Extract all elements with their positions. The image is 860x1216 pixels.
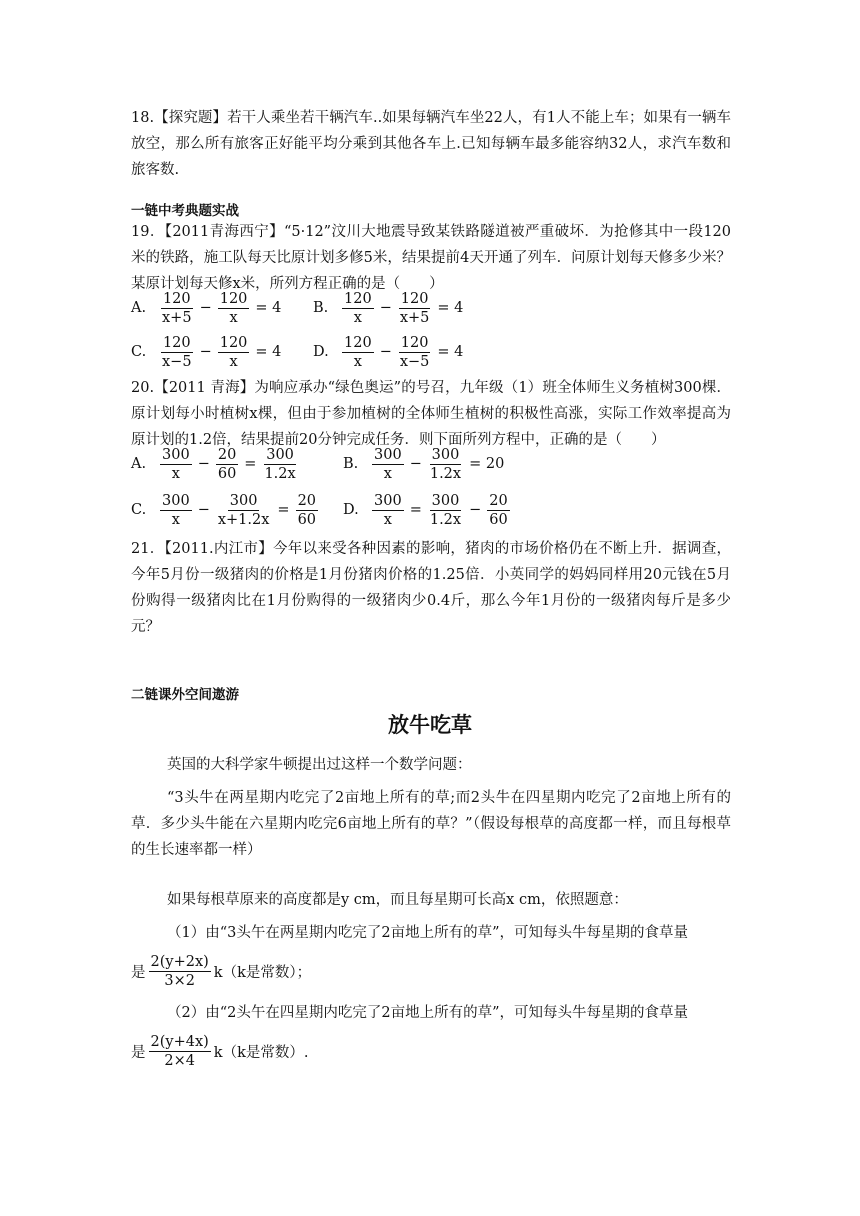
fraction: $\frac{120}{x+5}$ (162, 290, 192, 326)
fraction: $\frac{20}{60}$ (489, 492, 508, 528)
fraction: $\frac{120}{x}$ (344, 334, 372, 370)
option-label: A. (131, 456, 147, 472)
q19-option-a: A. $\frac{120}{x+5}$ − $\frac{120}{x}$ = 4 (131, 290, 282, 326)
option-label: C. (131, 502, 147, 518)
question-21: 21．【2011.内江市】今年以来受各种因素的影响，猪肉的市场价格仍在不断上升．据调查，今年5月份一级猪肉的价格是1月份猪肉价格的1.25倍．小英同学的妈妈同样用20元钱在5月份购得一级猪肉比在1月份购得的一级猪肉少0.4斤，那么今年1月份的一级猪肉每斤是多少元？ (131, 541, 731, 635)
fraction: $\frac{300}{1.2x}$ (264, 446, 296, 482)
article-title: 放牛吃草 (388, 713, 472, 737)
fraction: $\frac{300}{x}$ (162, 446, 190, 482)
q20-option-c: C. $\frac{300}{x}$ − $\frac{300}{x+1.2x}$ = $\frac{20}{60}$ (131, 492, 317, 528)
fraction: $\frac{2(y+4x)}{2\times 4}$ (150, 1033, 209, 1069)
article-paragraph-2: “3头牛在两星期内吃完了2亩地上所有的草;而2头牛在四星期内吃完了2亩地上所有的草．多少头牛能在六星期内吃完6亩地上所有的草？”（假设每根草的高度都一样，而且每根草的生长速率都一样） (131, 790, 731, 858)
section-title-extracurricular: 二链课外空间遨游 (131, 687, 239, 703)
formula-line-2: 是 $\frac{2(y+4x)}{2\times 4}$ k（k是常数）. (131, 1033, 309, 1069)
q20-option-a: A. $\frac{300}{x}$ − $\frac{20}{60}$ = $\frac{300}{1.2x}$ (131, 446, 296, 482)
q19-option-b: B. $\frac{120}{x}$ − $\frac{120}{x+5}$ = 4 (313, 290, 464, 326)
q19-option-d: D. $\frac{120}{x}$ − $\frac{120}{x-5}$ = 4 (313, 334, 464, 370)
fraction: $\frac{300}{1.2x}$ (429, 446, 462, 482)
option-label: A. (131, 300, 147, 316)
fraction: $\frac{300}{x+1.2x}$ (217, 492, 270, 528)
q20-option-b: B. $\frac{300}{x}$ − $\frac{300}{1.2x}$ = 20 (343, 446, 505, 482)
formula-line-1: 是 $\frac{2(y+2x)}{3\times 2}$ k（k是常数）； (131, 953, 312, 989)
fraction: $\frac{120}{x}$ (219, 334, 248, 370)
question-18: 18.【探究题】若干人乘坐若干辆汽车..如果每辆汽车坐22人，有1人不能上车；如果有一辆车放空，那么所有旅客正好能平均分乘到其他各车上.已知每辆车最多能容纳32人，求汽车数和旅客数. (131, 110, 731, 178)
fraction: $\frac{300}{x}$ (162, 492, 190, 528)
fraction: $\frac{300}{x}$ (374, 492, 402, 528)
q20-option-d: D. $\frac{300}{x}$ = $\frac{300}{1.2x}$ − $\frac{20}{60}$ (343, 492, 508, 528)
article-paragraph-1: 英国的大科学家牛顿提出过这样一个数学问题： (167, 757, 472, 773)
article-paragraph-5: （2）由“2头午在四星期内吃完了2亩地上所有的草”，可知每头牛每星期的食草量 (167, 1005, 688, 1021)
fraction: $\frac{300}{x}$ (374, 446, 402, 482)
fraction: $\frac{20}{60}$ (217, 446, 237, 482)
question-19: 19．【2011青海西宁】“5·12”汶川大地震导致某铁路隧道被严重破坏．为抢修其中一段120米的铁路，施工队每天比原计划多修5米，结果提前4天开通了列车．问原计划每天修多少米？某原计划每天修x米，所列方程正确的是（ ） (131, 224, 731, 292)
question-20: 20.【2011 青海】为响应承办“绿色奥运”的号召，九年级（1）班全体师生义务植树300棵．原计划每小时植树x棵，但由于参加植树的全体师生植树的积极性高涨，实际工作效率提高为原计划的1.2倍，结果提前20分钟完成任务．则下面所列方程中，正确的是（ ） (131, 380, 731, 448)
fraction: $\frac{120}{x-5}$ (399, 334, 430, 370)
option-label: B. (313, 300, 329, 316)
article-paragraph-3: 如果每根草原来的高度都是y cm，而且每星期可长高x cm，依照题意： (167, 892, 628, 908)
fraction: $\frac{2(y+2x)}{3\times 2}$ (150, 953, 209, 989)
fraction: $\frac{20}{60}$ (297, 492, 317, 528)
option-label: B. (343, 456, 359, 472)
fraction: $\frac{120}{x-5}$ (162, 334, 192, 370)
fraction: $\frac{120}{x+5}$ (399, 290, 430, 326)
option-label: D. (313, 344, 329, 360)
fraction: $\frac{120}{x}$ (344, 290, 372, 326)
option-label: D. (343, 502, 359, 518)
q19-option-c: C. $\frac{120}{x-5}$ − $\frac{120}{x}$ = 4 (131, 334, 282, 370)
option-label: C. (131, 344, 147, 360)
fraction: $\frac{120}{x}$ (219, 290, 248, 326)
fraction: $\frac{300}{1.2x}$ (429, 492, 462, 528)
article-paragraph-4: （1）由“3头午在两星期内吃完了2亩地上所有的草”，可知每头牛每星期的食草量 (167, 925, 688, 941)
section-title-exam: 一链中考典题实战 (131, 203, 239, 219)
